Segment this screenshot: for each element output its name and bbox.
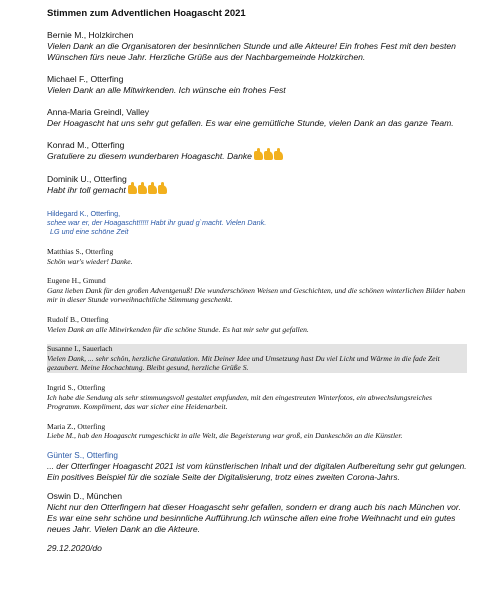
entry-text: Vielen Dank an die Organisatoren der besinnlichen Stunde und alle Akteure! Ein frohes Fest mit den besten Wünschen fürs neue Jahr. Herzliche Grüße aus der Nachbargemeinde Holzkirchen. bbox=[47, 41, 456, 62]
entry-author: Susanne I., Sauerlach bbox=[47, 344, 113, 354]
page-title: Stimmen zum Adventlichen Hoagascht 2021 bbox=[47, 8, 246, 19]
entry-text: Vielen Dank an alle Mitwirkenden. Ich wünsche ein frohes Fest bbox=[47, 85, 286, 95]
entry-author: Matthias S., Otterfing bbox=[47, 247, 114, 256]
entry-author: Maria Z., Otterfing bbox=[47, 421, 106, 431]
entry-author: Eugene H., Gmund bbox=[47, 276, 106, 286]
entry-text: Habt ihr toll gemacht bbox=[47, 185, 126, 195]
entry-anna-maria bbox=[47, 107, 467, 129]
entry-oswin bbox=[47, 491, 467, 535]
entry-author: Konrad M., Otterfing bbox=[47, 140, 125, 150]
entry-text: Ich habe die Sendung als sehr stimmungsvoll gestaltet empfunden, mit den eingestreuten Winterfotos, ein abwechslungsreiches Programm. Kompliment, das war sicher eine Heidenarbeit. bbox=[47, 392, 432, 412]
entry-rudolf bbox=[47, 315, 467, 334]
entry-maria bbox=[47, 422, 467, 441]
entry-author: Dominik U., Otterfing bbox=[47, 174, 127, 184]
entry-text: Gratuliere zu diesem wunderbaren Hoagascht. Danke bbox=[47, 151, 252, 161]
entry-author: Günter S., Otterfing bbox=[47, 450, 118, 460]
entry-text: Vielen Dank, ... sehr schön, herzliche Gratulation. Mit Deiner Idee und Umsetzung hast Du viel Licht und Wärme in die fade Zeit gezaubert. Meine Hochachtung. Bleibt gesund, herzliche Grüße S. bbox=[47, 353, 440, 373]
entry-konrad bbox=[47, 140, 467, 163]
entry-eugene bbox=[47, 276, 467, 305]
entry-author: Oswin D., München bbox=[47, 491, 122, 502]
entry-author: Hildegard K., Otterfing, bbox=[47, 209, 121, 218]
entry-michael bbox=[47, 74, 467, 96]
entry-text: Der Hoagascht hat uns sehr gut gefallen. Es war eine gemütliche Stunde, vielen Dank an das ganze Team. bbox=[47, 118, 454, 128]
entry-text: Vielen Dank an alle Mitwirkenden für die schöne Stunde. Es hat mir sehr gut gefallen. bbox=[47, 324, 309, 334]
entry-text: Nicht nur den Otterfingern hat dieser Hoagascht sehr gefallen, sondern er drang auch bis nach München vor. Es war eine sehr schöne und besinnliche Aufführung.Ich wünsche allen eine frohe Weihnacht und ein gutes neues Jahr. Vielen Dank an die Akteure. bbox=[47, 502, 461, 535]
entry-ingrid bbox=[47, 383, 467, 412]
entry-text: ... der Otterfinger Hoagascht 2021 ist vom künstlerischen Inhalt und der digitalen Aufbereitung sehr gut gelungen. Ein positives Beispiel für die soziale Seite der Digitalisierung, trotz eines zweiten Corona-Jahrs. bbox=[47, 460, 467, 482]
entry-dominik bbox=[47, 174, 467, 197]
thumbs-up-icon bbox=[128, 185, 168, 197]
entry-bernie bbox=[47, 30, 467, 63]
entry-author: Rudolf B., Otterfing bbox=[47, 314, 109, 324]
entry-text: Liebe M., hab den Hoagascht rumgeschickt in alle Welt, die Begeisterung war groß, ein Dankeschön an die Künstler. bbox=[47, 431, 403, 441]
entry-author: Bernie M., Holzkirchen bbox=[47, 30, 134, 40]
entry-text: Ganz lieben Dank für den großen Adventgenuß! Die wunderschönen Weisen und Geschichten, und die schönen winterlichen Bilder haben mir in dieser Stunde vorweihnachtliche Stimmung geschenkt. bbox=[47, 285, 466, 305]
thumbs-up-icon bbox=[254, 151, 284, 163]
entry-author: Anna-Maria Greindl, Valley bbox=[47, 107, 150, 117]
entry-author: Michael F., Otterfing bbox=[47, 74, 124, 84]
entry-matthias bbox=[47, 247, 467, 266]
document-page bbox=[47, 8, 467, 553]
entry-hildegard bbox=[47, 209, 467, 236]
entry-guenter bbox=[47, 450, 467, 482]
entry-text: schee war er, der Hoagascht!!!!! Habt ihr guad g`macht. Vielen Dank. bbox=[47, 218, 267, 227]
entry-susanne bbox=[47, 344, 467, 373]
entry-author: Ingrid S., Otterfing bbox=[47, 382, 106, 392]
entry-text-line2: LG und eine schöne Zeit bbox=[50, 227, 129, 236]
footer-date: 29.12.2020/do bbox=[47, 543, 102, 554]
entry-text: Schön war's wieder! Danke. bbox=[47, 256, 133, 266]
